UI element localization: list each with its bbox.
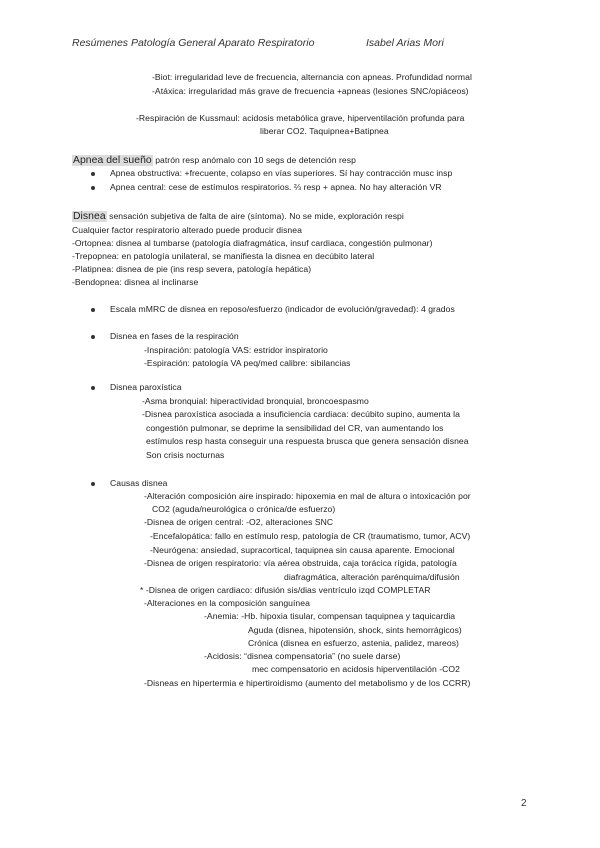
causas-title: Causas disnea (110, 478, 168, 488)
bullet-icon (91, 308, 95, 312)
apnea-item: Apnea obstructiva: +frecuente, colapso en vías superiores. Sí hay contracción musc insp (110, 168, 453, 178)
causas-line: -Disneas en hipertermia e hipertiroidismo (aumento del metabolismo y de los CCRR) (144, 678, 471, 688)
biot-line: -Biot: irregularidad leve de frecuencia, alternancia con apneas. Profundidad normal (152, 72, 472, 82)
causas-line: CO2 (aguda/neurológica o crónica/de esfuerzo) (152, 504, 336, 514)
disnea-heading-line (72, 211, 404, 222)
fases-line: -Inspiración: patología VAS: estridor inspiratorio (144, 345, 328, 355)
bullet-icon (91, 172, 95, 176)
disnea-line: -Bendopnea: disnea al inclinarse (72, 277, 199, 287)
paroxistica-line: congestión pulmonar, se deprime la sensibilidad del CR, van aumentando los (146, 423, 444, 433)
disnea-line: -Ortopnea: disnea al tumbarse (patología diafragmática, insuf cardiaca, congestión pulmonar) (72, 238, 433, 248)
causas-line: -Acidosis: “disnea compensatoria” (no suele darse) (204, 651, 401, 661)
causas-line: -Anemia: -Hb. hipoxia tisular, compensan taquipnea y taquicardia (204, 611, 456, 621)
causas-line: -Neurógena: ansiedad, supracortical, taquipnea sin causa aparente. Emocional (150, 545, 455, 555)
document-title: Resúmenes Patología General Aparato Respiratorio (72, 37, 315, 49)
paroxistica-line: estímulos resp hasta conseguir una respuesta brusca que genera sensación disnea (146, 436, 469, 446)
paroxistica-line: -Asma bronquial: hiperactividad bronquial, broncoespasmo (142, 396, 369, 406)
fases-title: Disnea en fases de la respiración (110, 331, 239, 341)
disnea-definition: sensación subjetiva de falta de aire (síntoma). No se mide, exploración respi (106, 211, 404, 221)
disnea-heading: Disnea (73, 211, 106, 222)
fases-line: -Espiración: patología VA peq/med calibre: sibilancias (144, 358, 351, 368)
paroxistica-line: -Disnea paroxística asociada a insuficiencia cardiaca: decúbito supino, aumenta la (142, 409, 460, 419)
causas-line: diafragmática, alteración parénquima/difusión (284, 572, 460, 582)
causas-line: -Disnea de origen respiratorio: vía aérea obstruida, caja torácica rígida, patología (144, 558, 457, 568)
bullet-icon (91, 335, 95, 339)
apnea-heading: Apnea del sueño (73, 155, 152, 166)
apnea-item: Apnea central: cese de estímulos respiratorios. ⅔ resp + apnea. No hay alteración VR (110, 182, 442, 192)
paroxistica-line: Son crisis nocturnas (146, 450, 225, 460)
kussmaul-line-2: liberar CO2. Taquipnea+Batipnea (260, 126, 389, 136)
causas-line: mec compensatorio en acidosis hiperventilación -CO2 (252, 664, 460, 674)
ataxica-line: -Atáxica: irregularidad más grave de frecuencia +apneas (lesiones SNC/opiáceos) (152, 86, 469, 96)
apnea-definition: patrón resp anómalo con 10 segs de detención resp (152, 155, 356, 165)
bullet-icon (91, 482, 95, 486)
disnea-line: -Platipnea: disnea de pie (ins resp severa, patología hepática) (72, 264, 312, 274)
causas-line: -Alteraciones en la composición sanguínea (144, 598, 310, 608)
disnea-line: -Trepopnea: en patología unilateral, se manifiesta la disnea en decúbito lateral (72, 251, 375, 261)
disnea-line: Cualquier factor respiratorio alterado puede producir disnea (72, 225, 302, 235)
page-number: 2 (521, 798, 527, 809)
bullet-icon (91, 386, 95, 390)
escala-line: Escala mMRC de disnea en reposo/esfuerzo (indicador de evolución/gravedad): 4 grados (110, 304, 455, 314)
bullet-icon (91, 186, 95, 190)
causas-line: -Encefalopática: fallo en estímulo resp, patología de CR (traumatismo, tumor, ACV) (150, 531, 471, 541)
causas-line: * -Disnea de origen cardiaco: difusión sis/dias ventrículo izqd COMPLETAR (140, 585, 431, 595)
document-author: Isabel Arias Mori (366, 37, 444, 49)
apnea-heading-line (72, 155, 356, 166)
kussmaul-line-1: -Respiración de Kussmaul: acidosis metabólica grave, hiperventilación profunda para (136, 113, 465, 123)
causas-line: -Disnea de origen central: -O2, alteraciones SNC (144, 517, 334, 527)
paroxistica-title: Disnea paroxística (110, 382, 182, 392)
causas-line: Crónica (disnea en esfuerzo, astenia, palidez, mareos) (248, 638, 459, 648)
causas-line: Aguda (disnea, hipotensión, shock, sints hemorrágicos) (248, 625, 462, 635)
causas-line: -Alteración composición aire inspirado: hipoxemia en mal de altura o intoxicación por (144, 491, 471, 501)
